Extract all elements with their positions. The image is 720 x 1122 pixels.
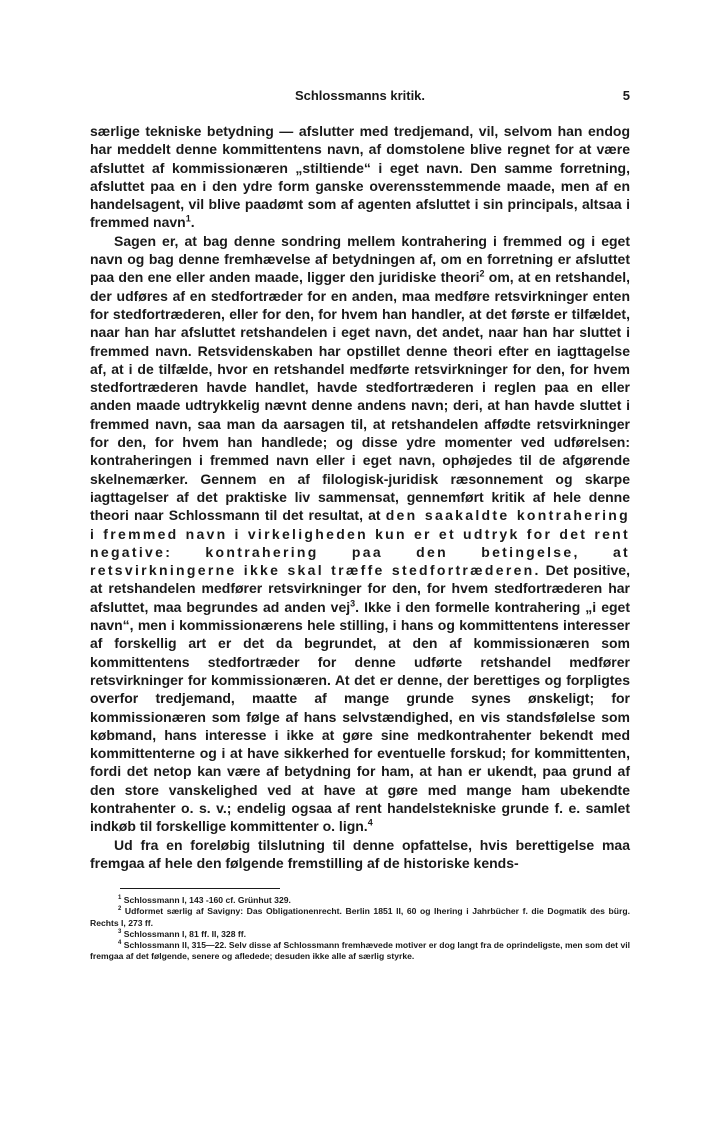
footnote-mark: 3	[118, 928, 122, 935]
footnote-ref: 3	[350, 598, 356, 609]
paragraph	[90, 232, 630, 836]
text-run: .	[190, 214, 195, 231]
text-run: særlige tekniske betydning — afslutter med tredjemand, vil, selvom han endog har meddelt denne kommittentens navn, af domstolene blive regnet for at være afsluttet af kommissionæren „stiltiende“ i eget navn. Den samme forretning, afsluttet paa en i den ydre form ganske overensstemmende maade, men af en handelsagent, vil blive paadømt som af agenten afsluttet i sin principals, altsaa i fremmed navn	[90, 123, 630, 231]
footnote	[90, 929, 630, 940]
text-run: om, at en retshandel, der udføres af en stedfortræder for en anden, maa medføre retsvirkninger enten for stedfortræderen, eller for den, for hvem han handler, at det første er tilfældet, naar han har afsluttet retshandelen i eget navn, det andet, naar han har sluttet i fremmed navn. Retsvidenskaben har opstillet denne theori efter en iagttagelse af, at i de tilfælde, hvor en retshandel medførte retsvirkninger for den, for hvem stedfortræderen havde handlet, havde stedfortræderen i reglen paa en eller anden maade udtrykkelig nævnt denne andens navn; deri, at han havde sluttet i fremmed navn, saa man da aarsagen til, at retshandelen affødte retsvirkninger for den, for hvem han handlede; og disse ydre momenter ved udførelsen: kontraheringen i fremmed navn eller i eget navn, ophøjedes til de afgørende skelnemærker. Gennem en af filologisk-juridisk ræsonnement og skarpe iagttagelser af det praktiske liv sammensat, gennemført kritik af hele denne theori naar Schlossmann til det resultat, at	[90, 269, 630, 524]
footnote-ref: 2	[479, 268, 485, 279]
footnote-mark: 2	[118, 906, 122, 913]
footnote	[90, 895, 630, 906]
running-head	[90, 88, 630, 110]
running-title: Schlossmanns kritik.	[294, 88, 426, 103]
footnote	[90, 940, 630, 962]
footnote	[90, 906, 630, 928]
body-text	[90, 122, 630, 872]
footnote-ref: 4	[367, 817, 373, 828]
footnote-divider	[120, 888, 280, 889]
footnote-text: Schlossmann I, 143 -160 cf. Grünhut 329.	[123, 895, 291, 906]
footnote-text: Schlossmann I, 81 ff. II, 328 ff.	[123, 928, 246, 939]
footnotes	[90, 895, 630, 962]
text-run: Sagen er, at bag denne sondring mellem kontrahering i fremmed og i eget navn og bag denne fremhævelse af betydningen af, om en forretning er afsluttet paa den ene eller anden maade, ligger den juridiske theori	[90, 232, 630, 286]
footnote-mark: 1	[118, 895, 122, 902]
footnote-ref: 1	[185, 213, 191, 224]
page-number: 5	[622, 88, 630, 103]
text-run: Det positive, at retshandelen medfører retsvirkninger for den, for hvem stedfortræderen har afsluttet, maa begrundes ad anden vej	[90, 562, 630, 615]
text-run: Ud fra en foreløbig tilslutning til denne opfattelse, hvis berettigelse maa fremgaa af hele den følgende fremstilling af de historiske kends-	[90, 836, 630, 871]
paragraph	[90, 836, 630, 873]
footnote-text: Udformet særlig af Savigny: Das Obligationenrecht. Berlin 1851 II, 60 og Ihering i Jahrbücher f. die Dogmatik des bürg. Rechts I, 273 ff.	[90, 906, 630, 928]
footnote-mark: 4	[118, 940, 122, 947]
book-page	[90, 88, 630, 962]
text-run: . Ikke i den formelle kontrahering „i eget navn“, men i kommissionærens hele stilling, i hans og kommittentens interesser af forskellig art er det da begrundet, at den af kommissionæren som kommittentens stedfortræder for denne udførte retshandel medfører retsvirkninger for kommissionæren. At det er denne, der berettiges og forpligtes overfor tredjemand, maatte af mange grunde synes ønskeligt; for kommissionæren som følge af hans selvstændighed, en vis standsfølelse som købmand, hans interesse i ikke at gøre sine medkontrahenter bekendt med kommittenterne og i at have sikkerhed for eventuelle forskud; for kommittenten, fordi det netop kan være af betydning for ham, at han er ukendt, paa grund af den store vanskelighed ved at have at gøre med mange ham ubekendte kontrahenter o. s. v.; endelig ogsaa af rent handelstekniske grunde f. e. samlet indkøb til forskellige kommittenter o. lign.	[90, 598, 630, 835]
emphasized-text: den saakaldte kontrahering i fremmed navn i virkeligheden kun er et udtryk for det rent negative: kontrahering paa den betingelse, at retsvirkningerne ikke skal træffe stedfortræderen.	[90, 507, 631, 579]
paragraph	[90, 122, 630, 232]
footnote-text: Schlossmann II, 315—22. Selv disse af Schlossmann fremhævede motiver er dog langt fra de oprindeligste, men som det vil fremgaa af det følgende, senere og afledede; desuden ikke alle af særlig styrke.	[90, 939, 630, 962]
